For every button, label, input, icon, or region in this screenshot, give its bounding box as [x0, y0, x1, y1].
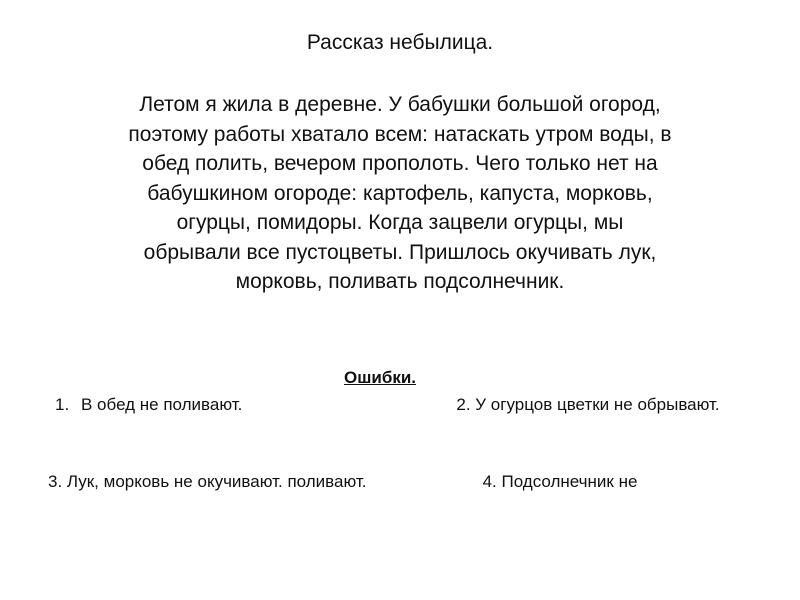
error-text: В обед не поливают.: [81, 395, 243, 414]
story-text: [30, 90, 770, 297]
error-item-4: 4. Подсолнечник не: [482, 472, 638, 491]
error-number: 1.: [55, 395, 70, 414]
story-line: морковь, поливать подсолнечник.: [235, 270, 565, 293]
story-line: Летом я жила в деревне. У бабушки большой огород,: [139, 93, 661, 116]
errors-heading: Ошибки.: [343, 368, 417, 387]
document-title: Рассказ небылица.: [306, 31, 494, 54]
error-item-3: 3. Лук, морковь не окучивают. поливают.: [48, 472, 367, 491]
story-line: огурцы, помидоры. Когда зацвели огурцы, мы: [176, 211, 624, 234]
error-item-2: 2. У огурцов цветки не обрывают.: [456, 395, 720, 414]
story-line: поэтому работы хватало всем: натаскать утром воды, в: [128, 122, 672, 146]
story-line: обед полить, вечером прополоть. Чего только нет на: [142, 152, 658, 175]
story-line: обрывали все пустоцветы. Пришлось окучивать лук,: [143, 240, 657, 264]
story-line: бабушкином огороде: картофель, капуста, морковь,: [147, 181, 653, 205]
